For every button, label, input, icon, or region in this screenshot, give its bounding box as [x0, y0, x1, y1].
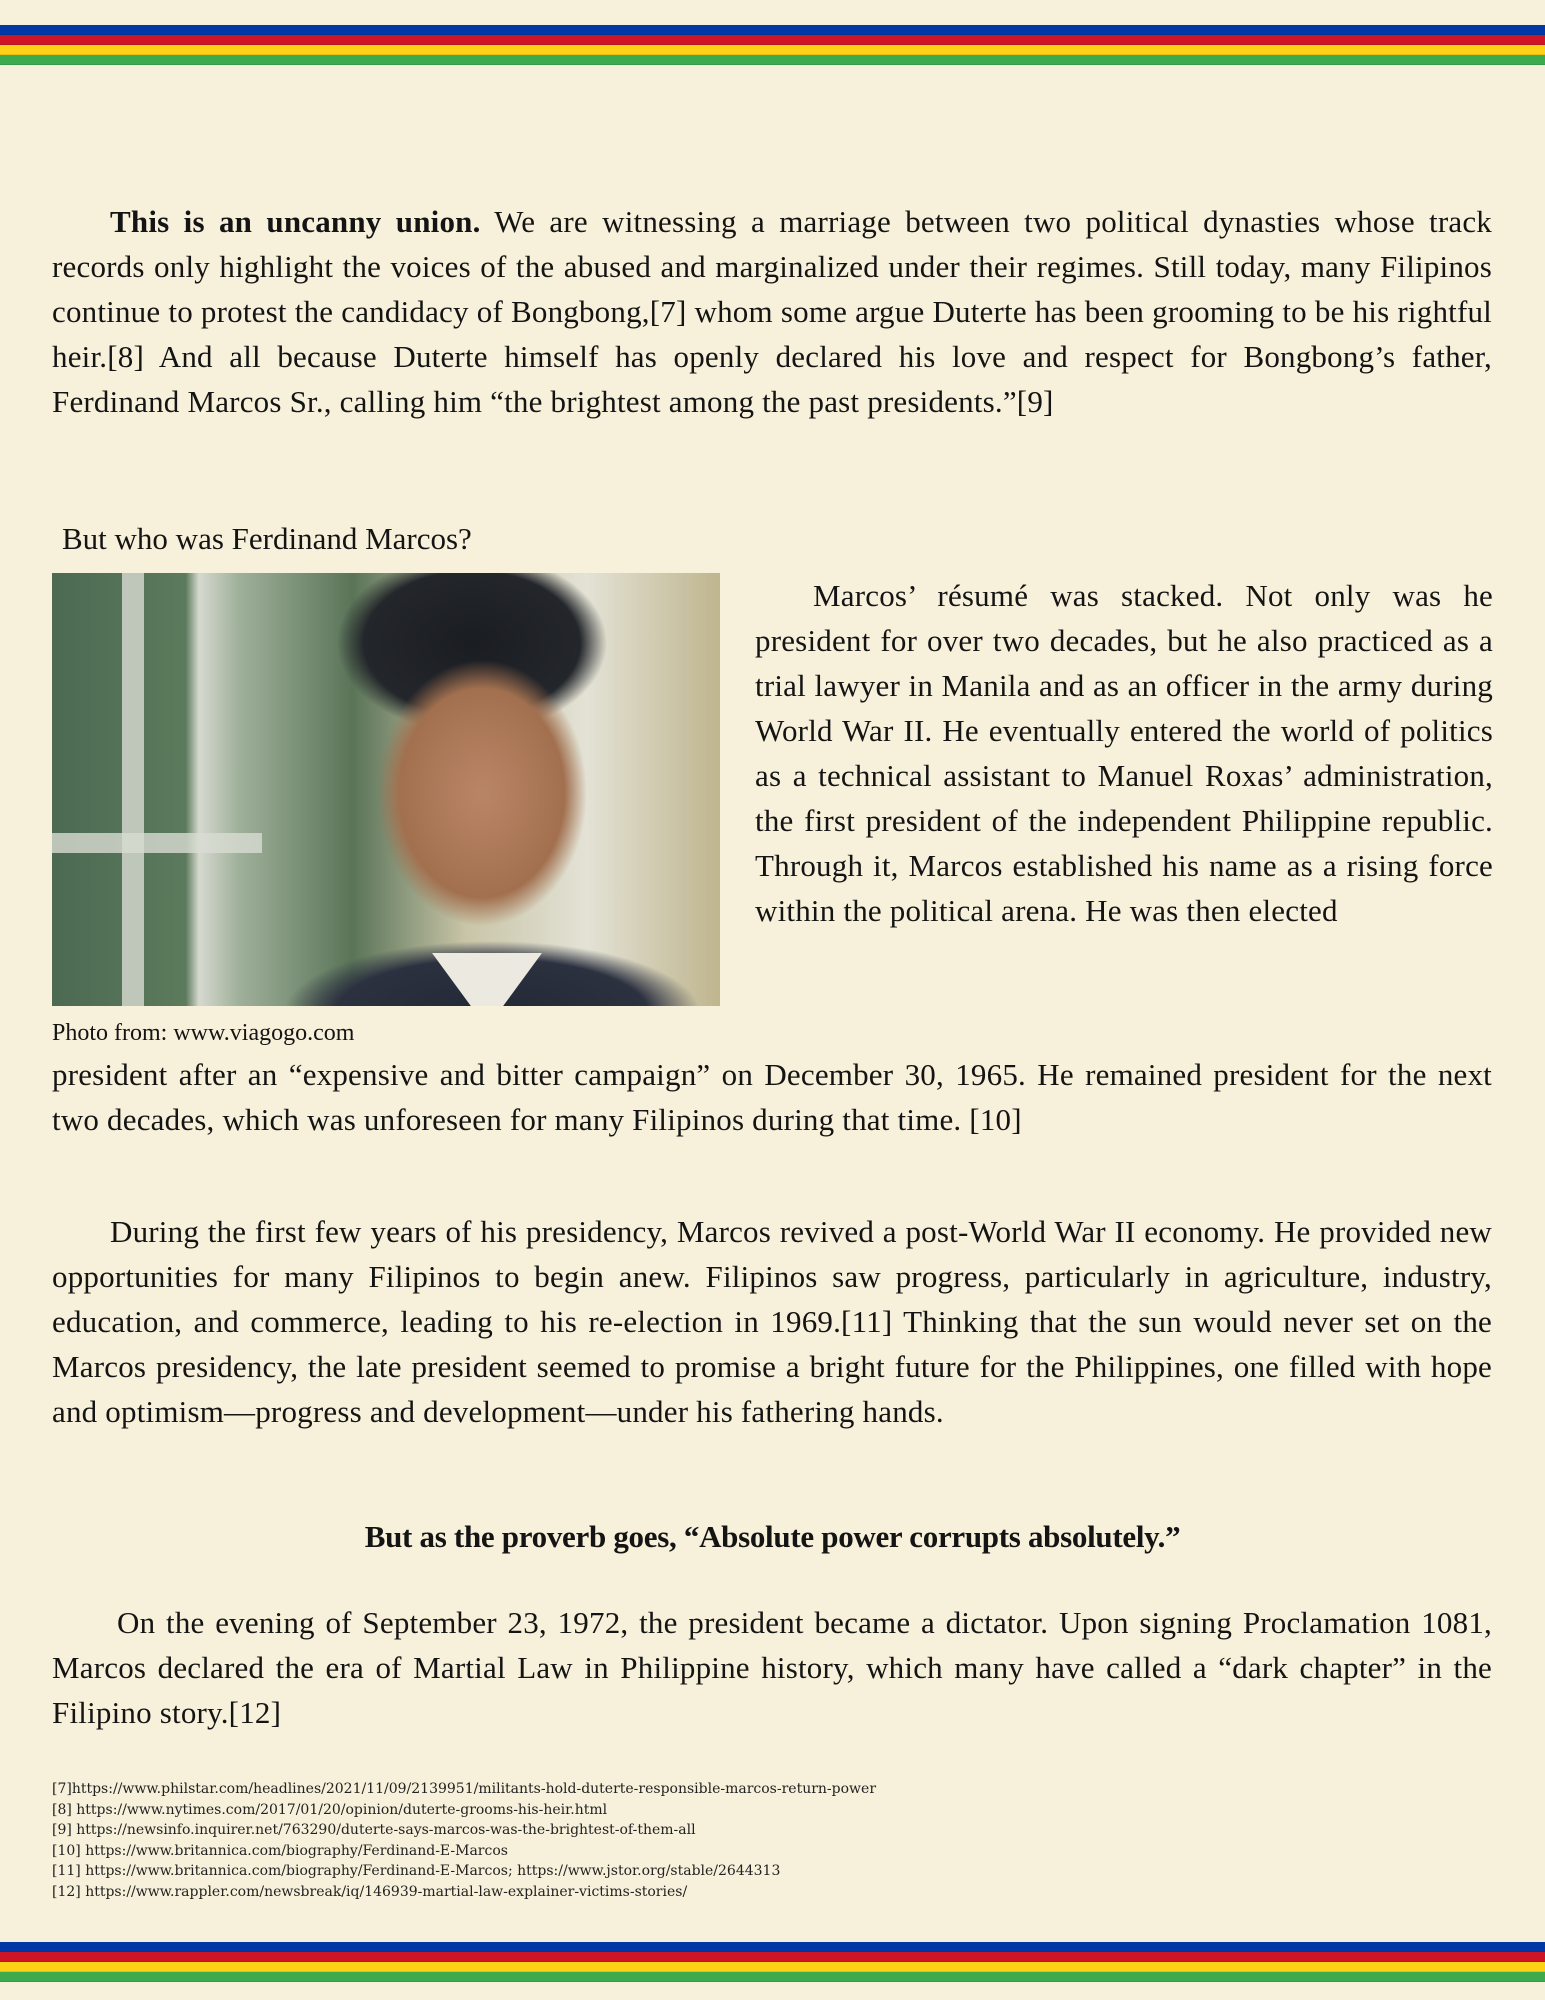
resume-continued-paragraph: president after an “expensive and bitter campaign” on December 30, 1965. He remained president for the next two decades, which was unforeseen for many Filipinos during that time. [10] [52, 1057, 1492, 1137]
section-question: But who was Ferdinand Marcos? [62, 521, 472, 556]
presidency-paragraph: During the first few years of his presidency, Marcos revived a post-World War II economy. He provided new opportunities for many Filipinos to begin anew. Filipinos saw progress, particularly in agriculture, industry, education, and commerce, leading to his re-election in 1969.[11] Thinking that the sun would never set on the Marcos presidency, the late president seemed to promise a bright future for the Philippines, one filled with hope and optimism—progress and development—under his fathering hands. [52, 1214, 1492, 1429]
footnotes [52, 1779, 876, 1902]
intro-text: We are witnessing a marriage between two political dynasties whose track records only highlight the voices of the abused and marginalized under their regimes. Still today, many Filipinos continue to protest the candidacy of Bongbong,[7] whom some argue Duterte has been grooming to be his rightful heir.[8] And all because Duterte himself has openly declared his love and respect for Bongbong’s father, Ferdinand Marcos Sr., calling him “the brightest among the past presidents.”[9] [52, 204, 1492, 419]
resume-continued [52, 1052, 1492, 1142]
presidency-section [52, 1209, 1492, 1434]
resume-paragraph: Marcos’ résumé was stacked. Not only was he president for over two decades, but he also practiced as a trial lawyer in Manila and as an officer in the army during World War II. He eventually entered the world of politics as a technical assistant to Manuel Roxas’ administration, the first president of the independent Philippine republic. Through it, Marcos established his name as a rising force within the political arena. He was then elected [755, 578, 1493, 928]
bottom-color-stripes [0, 1942, 1545, 1982]
shirt-collar [432, 953, 542, 1006]
stripe-yellow [0, 1962, 1545, 1972]
footnote-8[interactable]: [8] https://www.nytimes.com/2017/01/20/opinion/duterte-grooms-his-heir.html [52, 1801, 608, 1818]
stripe-yellow [0, 45, 1545, 55]
intro-lead: This is an uncanny union. [110, 204, 481, 239]
resume-side-column [755, 573, 1493, 933]
footnote-7[interactable]: [7]https://www.philstar.com/headlines/2021/11/09/2139951/militants-hold-duterte-responsible-marcos-return-power [52, 1781, 877, 1797]
stripe-red [0, 35, 1545, 45]
martial-law-paragraph: On the evening of September 23, 1972, the president became a dictator. Upon signing Proclamation 1081, Marcos declared the era of Martial Law in Philippine history, which many have called a “dark chapter” in the Filipino story.[12] [52, 1605, 1492, 1730]
window-frame-vertical [122, 573, 144, 1006]
footnote-10[interactable]: [10] https://www.britannica.com/biography/Ferdinand-E-Marcos [52, 1842, 508, 1859]
intro-section [52, 199, 1492, 424]
photo-caption: Photo from: www.viagogo.com [52, 1020, 355, 1046]
stripe-blue [0, 25, 1545, 35]
stripe-green [0, 1972, 1545, 1982]
top-color-stripes [0, 25, 1545, 65]
marcos-portrait-photo [52, 573, 720, 1006]
martial-law-section [52, 1600, 1492, 1735]
stripe-blue [0, 1942, 1545, 1952]
stripe-green [0, 55, 1545, 65]
footnote-12[interactable]: [12] https://www.rappler.com/newsbreak/iq/146939-martial-law-explainer-victims-stories/ [52, 1883, 688, 1900]
footnote-11[interactable]: [11] https://www.britannica.com/biography/Ferdinand-E-Marcos; https://www.jstor.org/stable/2644313 [52, 1863, 781, 1879]
footnote-9[interactable]: [9] https://newsinfo.inquirer.net/763290/duterte-says-marcos-was-the-brightest-of-them-all [52, 1822, 696, 1838]
window-frame-horizontal [52, 833, 262, 853]
stripe-red [0, 1952, 1545, 1962]
intro-paragraph [52, 199, 1492, 424]
proverb-heading: But as the proverb goes, “Absolute power corrupts absolutely.” [364, 1519, 1181, 1554]
